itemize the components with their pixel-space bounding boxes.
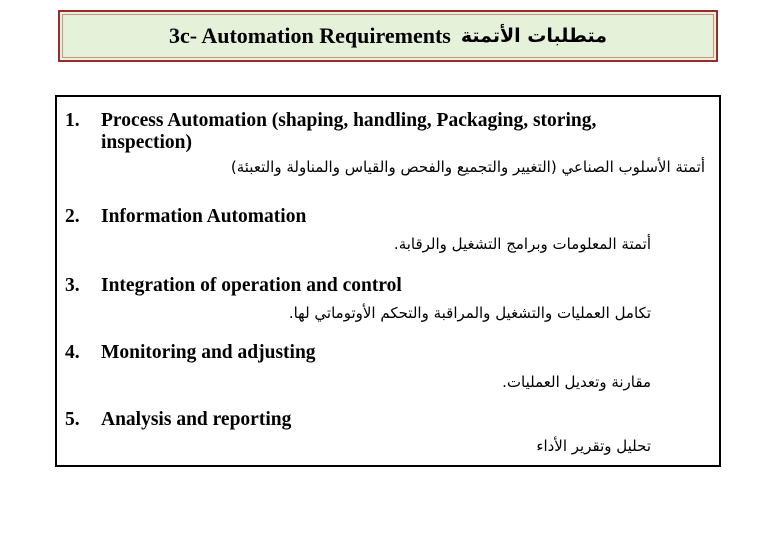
item-text: Analysis and reporting (101, 409, 292, 430)
item-text: Monitoring and adjusting (101, 342, 316, 363)
item-text: Information Automation (101, 206, 307, 227)
list-item-english (65, 342, 316, 364)
list-item-arabic: تحليل وتقرير الأداء (536, 437, 651, 455)
list-item-english (65, 275, 402, 297)
item-number: 2. (65, 206, 80, 227)
list-item-english (65, 110, 596, 154)
item-number: 4. (65, 342, 80, 363)
item-text: Integration of operation and control (101, 275, 402, 296)
list-item-arabic: تكامل العمليات والتشغيل والمراقبة والتحكم الأوتوماتي لها. (288, 304, 651, 322)
item-text: Process Automation (shaping, handling, Packaging, storing, (101, 110, 597, 131)
item-number: 1. (65, 110, 80, 131)
title-english: 3c- Automation Requirements (168, 23, 451, 48)
list-item-arabic: أتمتة المعلومات وبرامج التشغيل والرقابة. (393, 235, 651, 253)
list-item-arabic: أتمتة الأسلوب الصناعي (التغيير والتجميع والفحص والقياس والمناولة والتعبئة) (230, 158, 705, 176)
title-arabic: متطلبات الأتمتة (460, 25, 608, 47)
list-item-english (65, 409, 291, 431)
requirements-list (55, 95, 721, 467)
item-number: 3. (65, 275, 80, 296)
item-number: 5. (65, 409, 80, 430)
list-item-arabic: مقارنة وتعديل العمليات. (502, 373, 651, 391)
slide-title (58, 10, 718, 62)
list-item-english (65, 206, 306, 228)
item-text-continuation: inspection) (101, 132, 193, 153)
